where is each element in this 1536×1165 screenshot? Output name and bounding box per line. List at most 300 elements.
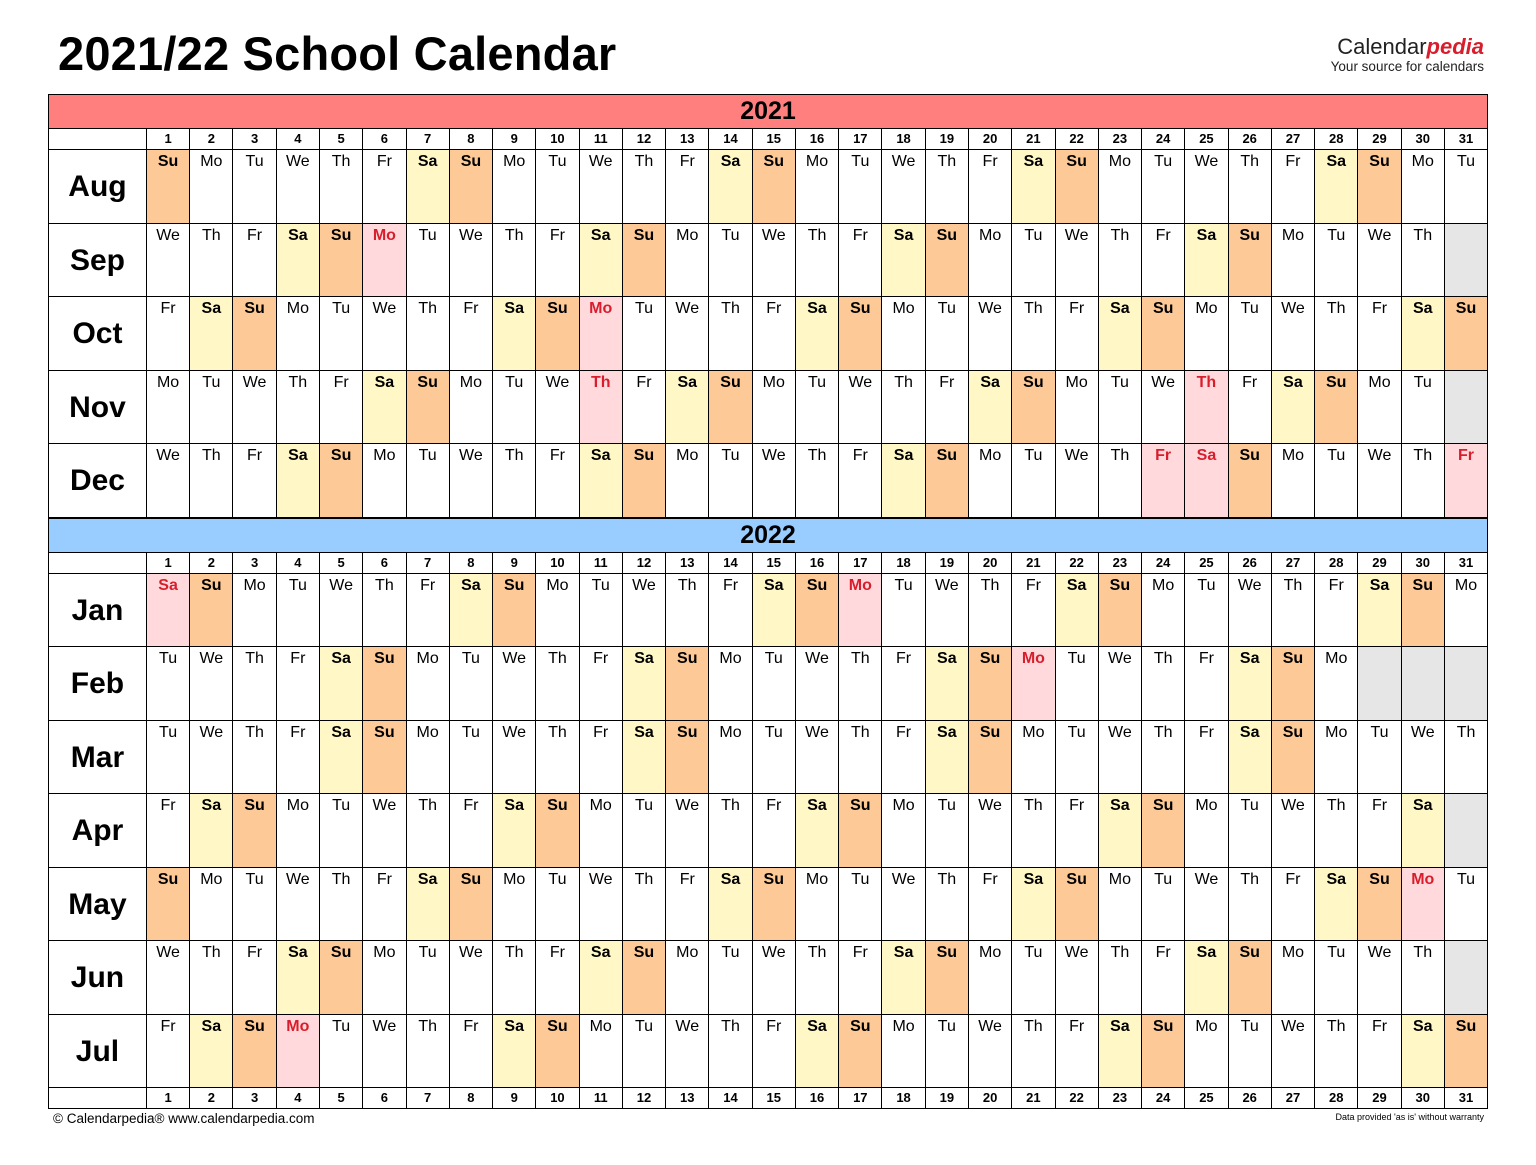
day-cell[interactable]: Sa <box>407 150 450 223</box>
day-cell[interactable]: Mo <box>1185 297 1228 370</box>
day-cell[interactable]: We <box>926 574 969 647</box>
day-cell[interactable]: Mo <box>1099 868 1142 941</box>
day-cell[interactable]: Tu <box>926 297 969 370</box>
day-cell[interactable]: Th <box>882 371 925 444</box>
day-cell[interactable]: Tu <box>1142 150 1185 223</box>
day-cell[interactable]: Sa <box>709 150 752 223</box>
day-cell[interactable]: Su <box>536 1015 579 1088</box>
day-cell[interactable]: Su <box>1358 150 1401 223</box>
day-cell[interactable]: Tu <box>493 371 536 444</box>
day-cell[interactable]: Su <box>839 794 882 867</box>
day-cell[interactable]: Su <box>839 1015 882 1088</box>
day-cell[interactable]: Su <box>147 150 190 223</box>
day-cell[interactable]: Fr <box>233 444 276 517</box>
day-cell[interactable]: Th <box>796 444 839 517</box>
day-cell[interactable]: Mo <box>147 371 190 444</box>
day-cell[interactable]: Tu <box>1056 647 1099 720</box>
day-cell[interactable]: Tu <box>407 444 450 517</box>
day-cell[interactable]: We <box>796 721 839 794</box>
day-cell[interactable]: Mo <box>1012 721 1055 794</box>
day-cell[interactable]: Su <box>623 444 666 517</box>
day-cell[interactable]: Fr <box>277 721 320 794</box>
day-cell[interactable]: Su <box>1358 868 1401 941</box>
day-cell[interactable]: Sa <box>190 1015 233 1088</box>
day-cell[interactable]: Su <box>839 297 882 370</box>
day-cell[interactable]: Th <box>709 1015 752 1088</box>
day-cell[interactable]: Sa <box>882 941 925 1014</box>
day-cell[interactable]: Th <box>1445 721 1488 794</box>
day-cell[interactable]: Fr <box>1272 150 1315 223</box>
day-cell[interactable]: Su <box>493 574 536 647</box>
day-cell[interactable]: We <box>1185 868 1228 941</box>
day-cell[interactable]: Fr <box>969 868 1012 941</box>
day-cell[interactable]: Sa <box>1099 297 1142 370</box>
day-cell[interactable]: Th <box>796 941 839 1014</box>
day-cell[interactable]: Fr <box>882 721 925 794</box>
day-cell[interactable]: We <box>753 444 796 517</box>
day-cell[interactable]: Th <box>666 574 709 647</box>
day-cell[interactable]: Tu <box>1358 721 1401 794</box>
day-cell[interactable]: Fr <box>1358 1015 1401 1088</box>
day-cell[interactable]: Mo <box>1012 647 1055 720</box>
day-cell[interactable]: Su <box>320 444 363 517</box>
day-cell[interactable]: Sa <box>190 297 233 370</box>
day-cell[interactable]: Fr <box>407 574 450 647</box>
day-cell[interactable]: Th <box>709 794 752 867</box>
day-cell[interactable]: Mo <box>1272 941 1315 1014</box>
day-cell[interactable]: Su <box>233 794 276 867</box>
day-cell[interactable]: Mo <box>882 1015 925 1088</box>
day-cell[interactable]: We <box>1272 794 1315 867</box>
day-cell[interactable]: Mo <box>1358 371 1401 444</box>
day-cell[interactable]: Mo <box>536 574 579 647</box>
day-cell[interactable]: We <box>1185 150 1228 223</box>
day-cell[interactable]: Th <box>1099 224 1142 297</box>
day-cell[interactable]: Su <box>233 1015 276 1088</box>
day-cell[interactable]: Fr <box>147 297 190 370</box>
day-cell[interactable]: Tu <box>277 574 320 647</box>
day-cell[interactable]: Mo <box>1315 721 1358 794</box>
day-cell[interactable]: We <box>623 574 666 647</box>
day-cell[interactable]: Sa <box>1358 574 1401 647</box>
day-cell[interactable]: Tu <box>1229 1015 1272 1088</box>
day-cell[interactable]: Th <box>320 868 363 941</box>
day-cell[interactable]: Sa <box>1402 1015 1445 1088</box>
day-cell[interactable]: Sa <box>190 794 233 867</box>
day-cell[interactable]: Th <box>1012 1015 1055 1088</box>
day-cell[interactable]: Mo <box>580 297 623 370</box>
day-cell[interactable]: Fr <box>233 941 276 1014</box>
day-cell[interactable]: Sa <box>1315 150 1358 223</box>
day-cell[interactable]: Sa <box>666 371 709 444</box>
day-cell[interactable]: Fr <box>839 224 882 297</box>
day-cell[interactable]: Tu <box>709 941 752 1014</box>
day-cell[interactable]: Tu <box>753 647 796 720</box>
day-cell[interactable]: Tu <box>450 721 493 794</box>
day-cell[interactable]: Mo <box>666 941 709 1014</box>
day-cell[interactable]: Fr <box>536 444 579 517</box>
day-cell[interactable]: Su <box>320 941 363 1014</box>
day-cell[interactable]: Sa <box>1402 297 1445 370</box>
day-cell[interactable]: Sa <box>450 574 493 647</box>
day-cell[interactable]: We <box>450 224 493 297</box>
day-cell[interactable]: Mo <box>363 224 406 297</box>
day-cell[interactable]: We <box>1272 297 1315 370</box>
day-cell[interactable]: We <box>882 150 925 223</box>
day-cell[interactable]: We <box>1056 941 1099 1014</box>
day-cell[interactable]: Fr <box>450 297 493 370</box>
day-cell[interactable]: Su <box>1142 1015 1185 1088</box>
day-cell[interactable]: Fr <box>363 868 406 941</box>
day-cell[interactable]: Sa <box>493 794 536 867</box>
day-cell[interactable]: Tu <box>1229 297 1272 370</box>
day-cell[interactable]: We <box>666 1015 709 1088</box>
day-cell[interactable]: Th <box>1315 794 1358 867</box>
day-cell[interactable]: Th <box>233 647 276 720</box>
day-cell[interactable]: Su <box>363 721 406 794</box>
day-cell[interactable]: Mo <box>753 371 796 444</box>
day-cell[interactable]: Tu <box>623 1015 666 1088</box>
day-cell[interactable]: Tu <box>1012 444 1055 517</box>
day-cell[interactable]: Su <box>969 721 1012 794</box>
day-cell[interactable]: Fr <box>1012 574 1055 647</box>
day-cell[interactable]: Fr <box>623 371 666 444</box>
day-cell[interactable]: Th <box>536 647 579 720</box>
day-cell[interactable]: We <box>493 721 536 794</box>
day-cell[interactable]: Th <box>407 794 450 867</box>
day-cell[interactable]: Fr <box>147 1015 190 1088</box>
day-cell[interactable]: Th <box>277 371 320 444</box>
day-cell[interactable]: Fr <box>666 150 709 223</box>
day-cell[interactable]: Su <box>1056 868 1099 941</box>
day-cell[interactable]: Fr <box>926 371 969 444</box>
day-cell[interactable]: Fr <box>536 224 579 297</box>
day-cell[interactable]: Fr <box>1272 868 1315 941</box>
day-cell[interactable]: Fr <box>233 224 276 297</box>
day-cell[interactable]: Mo <box>1315 647 1358 720</box>
day-cell[interactable]: Fr <box>580 647 623 720</box>
day-cell[interactable]: Mo <box>1185 1015 1228 1088</box>
day-cell[interactable]: Tu <box>536 868 579 941</box>
day-cell[interactable]: We <box>147 224 190 297</box>
day-cell[interactable]: We <box>320 574 363 647</box>
day-cell[interactable]: Tu <box>1056 721 1099 794</box>
day-cell[interactable]: Sa <box>796 1015 839 1088</box>
day-cell[interactable]: Sa <box>623 647 666 720</box>
day-cell[interactable]: Mo <box>277 1015 320 1088</box>
day-cell[interactable]: Tu <box>839 150 882 223</box>
day-cell[interactable]: Su <box>1229 444 1272 517</box>
day-cell[interactable]: Fr <box>450 1015 493 1088</box>
day-cell[interactable]: Su <box>1142 297 1185 370</box>
day-cell[interactable]: Tu <box>1185 574 1228 647</box>
day-cell[interactable]: We <box>1099 647 1142 720</box>
day-cell[interactable]: Sa <box>1185 941 1228 1014</box>
day-cell[interactable]: Th <box>926 868 969 941</box>
day-cell[interactable]: Su <box>1012 371 1055 444</box>
day-cell[interactable]: Th <box>839 647 882 720</box>
day-cell[interactable]: Sa <box>320 721 363 794</box>
day-cell[interactable]: Fr <box>1358 297 1401 370</box>
day-cell[interactable]: Fr <box>1185 721 1228 794</box>
day-cell[interactable]: Mo <box>363 941 406 1014</box>
day-cell[interactable]: Tu <box>580 574 623 647</box>
day-cell[interactable]: Sa <box>753 574 796 647</box>
day-cell[interactable]: Sa <box>926 647 969 720</box>
day-cell[interactable]: Mo <box>407 647 450 720</box>
day-cell[interactable]: Th <box>1229 868 1272 941</box>
day-cell[interactable]: We <box>580 868 623 941</box>
day-cell[interactable]: Su <box>1272 647 1315 720</box>
day-cell[interactable]: Mo <box>450 371 493 444</box>
day-cell[interactable]: Mo <box>277 794 320 867</box>
day-cell[interactable]: Tu <box>1142 868 1185 941</box>
day-cell[interactable]: Sa <box>1012 868 1055 941</box>
day-cell[interactable]: Tu <box>147 647 190 720</box>
day-cell[interactable]: Sa <box>580 224 623 297</box>
day-cell[interactable]: Fr <box>1142 444 1185 517</box>
day-cell[interactable]: Mo <box>277 297 320 370</box>
day-cell[interactable]: Su <box>407 371 450 444</box>
day-cell[interactable]: Th <box>839 721 882 794</box>
day-cell[interactable]: We <box>1099 721 1142 794</box>
day-cell[interactable]: Fr <box>363 150 406 223</box>
day-cell[interactable]: Tu <box>407 224 450 297</box>
day-cell[interactable]: Fr <box>753 297 796 370</box>
day-cell[interactable]: Tu <box>753 721 796 794</box>
day-cell[interactable]: Sa <box>1315 868 1358 941</box>
day-cell[interactable]: Tu <box>709 444 752 517</box>
day-cell[interactable]: We <box>147 444 190 517</box>
day-cell[interactable]: Th <box>1315 1015 1358 1088</box>
day-cell[interactable]: Su <box>190 574 233 647</box>
day-cell[interactable]: Sa <box>926 721 969 794</box>
day-cell[interactable]: Fr <box>839 941 882 1014</box>
day-cell[interactable]: Th <box>1012 297 1055 370</box>
day-cell[interactable]: We <box>1358 224 1401 297</box>
day-cell[interactable]: Fr <box>753 794 796 867</box>
day-cell[interactable]: Mo <box>709 721 752 794</box>
day-cell[interactable]: Th <box>190 444 233 517</box>
day-cell[interactable]: Fr <box>882 647 925 720</box>
day-cell[interactable]: Th <box>1402 224 1445 297</box>
day-cell[interactable]: Sa <box>882 224 925 297</box>
day-cell[interactable]: We <box>493 647 536 720</box>
day-cell[interactable]: We <box>363 297 406 370</box>
day-cell[interactable]: We <box>363 794 406 867</box>
day-cell[interactable]: We <box>536 371 579 444</box>
day-cell[interactable]: Th <box>1402 941 1445 1014</box>
day-cell[interactable]: Tu <box>536 150 579 223</box>
day-cell[interactable]: Tu <box>1229 794 1272 867</box>
day-cell[interactable]: We <box>147 941 190 1014</box>
day-cell[interactable]: Su <box>450 150 493 223</box>
day-cell[interactable]: We <box>277 868 320 941</box>
day-cell[interactable]: We <box>1229 574 1272 647</box>
day-cell[interactable]: Sa <box>1402 794 1445 867</box>
day-cell[interactable]: Su <box>753 150 796 223</box>
day-cell[interactable]: Sa <box>1012 150 1055 223</box>
day-cell[interactable]: Fr <box>1056 297 1099 370</box>
day-cell[interactable]: Su <box>536 297 579 370</box>
day-cell[interactable]: Tu <box>1445 150 1488 223</box>
day-cell[interactable]: Fr <box>1229 371 1272 444</box>
day-cell[interactable]: Fr <box>839 444 882 517</box>
day-cell[interactable]: We <box>753 224 796 297</box>
day-cell[interactable]: Th <box>1142 647 1185 720</box>
day-cell[interactable]: We <box>1056 444 1099 517</box>
day-cell[interactable]: Th <box>320 150 363 223</box>
day-cell[interactable]: Su <box>1229 941 1272 1014</box>
day-cell[interactable]: Fr <box>147 794 190 867</box>
day-cell[interactable]: We <box>277 150 320 223</box>
day-cell[interactable]: Sa <box>580 444 623 517</box>
day-cell[interactable]: Mo <box>1445 574 1488 647</box>
day-cell[interactable]: Tu <box>407 941 450 1014</box>
day-cell[interactable]: Su <box>1402 574 1445 647</box>
day-cell[interactable]: Mo <box>1099 150 1142 223</box>
day-cell[interactable]: Th <box>233 721 276 794</box>
day-cell[interactable]: We <box>753 941 796 1014</box>
day-cell[interactable]: Fr <box>1315 574 1358 647</box>
day-cell[interactable]: Tu <box>320 794 363 867</box>
day-cell[interactable]: Su <box>623 224 666 297</box>
day-cell[interactable]: Su <box>623 941 666 1014</box>
day-cell[interactable]: Sa <box>580 941 623 1014</box>
day-cell[interactable]: We <box>1142 371 1185 444</box>
day-cell[interactable]: We <box>190 647 233 720</box>
day-cell[interactable]: Th <box>1272 574 1315 647</box>
day-cell[interactable]: Sa <box>1229 721 1272 794</box>
day-cell[interactable]: Mo <box>1056 371 1099 444</box>
day-cell[interactable]: Tu <box>882 574 925 647</box>
day-cell[interactable]: Tu <box>233 868 276 941</box>
day-cell[interactable]: We <box>796 647 839 720</box>
day-cell[interactable]: We <box>233 371 276 444</box>
day-cell[interactable]: Sa <box>277 224 320 297</box>
day-cell[interactable]: We <box>839 371 882 444</box>
day-cell[interactable]: Th <box>407 297 450 370</box>
day-cell[interactable]: Su <box>363 647 406 720</box>
day-cell[interactable]: We <box>666 297 709 370</box>
day-cell[interactable]: We <box>882 868 925 941</box>
day-cell[interactable]: Su <box>753 868 796 941</box>
day-cell[interactable]: Mo <box>1402 150 1445 223</box>
day-cell[interactable]: Fr <box>1142 941 1185 1014</box>
calendarpedia-logo[interactable] <box>1331 35 1484 74</box>
day-cell[interactable]: Fr <box>277 647 320 720</box>
day-cell[interactable]: Mo <box>882 794 925 867</box>
day-cell[interactable]: Fr <box>1185 647 1228 720</box>
day-cell[interactable]: Tu <box>233 150 276 223</box>
day-cell[interactable]: Mo <box>1142 574 1185 647</box>
day-cell[interactable]: Tu <box>1315 941 1358 1014</box>
day-cell[interactable]: Mo <box>233 574 276 647</box>
day-cell[interactable]: Th <box>796 224 839 297</box>
day-cell[interactable]: Su <box>926 444 969 517</box>
day-cell[interactable]: Mo <box>969 444 1012 517</box>
day-cell[interactable]: Th <box>1099 941 1142 1014</box>
day-cell[interactable]: Su <box>796 574 839 647</box>
day-cell[interactable]: Mo <box>363 444 406 517</box>
day-cell[interactable]: Fr <box>666 868 709 941</box>
day-cell[interactable]: Sa <box>796 297 839 370</box>
day-cell[interactable]: Mo <box>1185 794 1228 867</box>
day-cell[interactable]: Mo <box>580 794 623 867</box>
day-cell[interactable]: We <box>580 150 623 223</box>
day-cell[interactable]: Fr <box>709 574 752 647</box>
day-cell[interactable]: Tu <box>147 721 190 794</box>
day-cell[interactable]: Th <box>493 941 536 1014</box>
day-cell[interactable]: Sa <box>1099 1015 1142 1088</box>
day-cell[interactable]: Th <box>407 1015 450 1088</box>
day-cell[interactable]: Mo <box>839 574 882 647</box>
day-cell[interactable]: Su <box>1229 224 1272 297</box>
day-cell[interactable]: Th <box>1229 150 1272 223</box>
day-cell[interactable]: Sa <box>363 371 406 444</box>
day-cell[interactable]: Su <box>1272 721 1315 794</box>
day-cell[interactable]: Tu <box>1402 371 1445 444</box>
day-cell[interactable]: Mo <box>882 297 925 370</box>
day-cell[interactable]: Mo <box>709 647 752 720</box>
day-cell[interactable]: Sa <box>1099 794 1142 867</box>
day-cell[interactable]: Mo <box>666 444 709 517</box>
day-cell[interactable]: Mo <box>1402 868 1445 941</box>
day-cell[interactable]: Th <box>1315 297 1358 370</box>
day-cell[interactable]: Su <box>1445 297 1488 370</box>
day-cell[interactable]: Su <box>1099 574 1142 647</box>
day-cell[interactable]: Th <box>1402 444 1445 517</box>
day-cell[interactable]: We <box>190 721 233 794</box>
day-cell[interactable]: Tu <box>190 371 233 444</box>
day-cell[interactable]: Su <box>1315 371 1358 444</box>
day-cell[interactable]: Th <box>969 574 1012 647</box>
day-cell[interactable]: We <box>1358 941 1401 1014</box>
day-cell[interactable]: Su <box>233 297 276 370</box>
day-cell[interactable]: Tu <box>623 794 666 867</box>
day-cell[interactable]: Su <box>450 868 493 941</box>
day-cell[interactable]: Th <box>493 444 536 517</box>
day-cell[interactable]: We <box>1358 444 1401 517</box>
day-cell[interactable]: Tu <box>623 297 666 370</box>
day-cell[interactable]: We <box>450 941 493 1014</box>
day-cell[interactable]: Fr <box>450 794 493 867</box>
day-cell[interactable]: Sa <box>1272 371 1315 444</box>
day-cell[interactable]: Su <box>147 868 190 941</box>
day-cell[interactable]: We <box>666 794 709 867</box>
day-cell[interactable]: We <box>450 444 493 517</box>
day-cell[interactable]: Th <box>493 224 536 297</box>
day-cell[interactable]: Su <box>926 941 969 1014</box>
day-cell[interactable]: Fr <box>1445 444 1488 517</box>
day-cell[interactable]: Mo <box>407 721 450 794</box>
day-cell[interactable]: Sa <box>407 868 450 941</box>
day-cell[interactable]: Th <box>190 941 233 1014</box>
day-cell[interactable]: Sa <box>709 868 752 941</box>
day-cell[interactable]: Mo <box>580 1015 623 1088</box>
day-cell[interactable]: Sa <box>493 297 536 370</box>
day-cell[interactable]: Th <box>580 371 623 444</box>
day-cell[interactable]: Fr <box>536 941 579 1014</box>
day-cell[interactable]: Th <box>363 574 406 647</box>
day-cell[interactable]: We <box>1402 721 1445 794</box>
day-cell[interactable]: Fr <box>969 150 1012 223</box>
day-cell[interactable]: Tu <box>450 647 493 720</box>
day-cell[interactable]: Fr <box>1056 1015 1099 1088</box>
day-cell[interactable]: Sa <box>493 1015 536 1088</box>
day-cell[interactable]: Fr <box>320 371 363 444</box>
day-cell[interactable]: Th <box>709 297 752 370</box>
